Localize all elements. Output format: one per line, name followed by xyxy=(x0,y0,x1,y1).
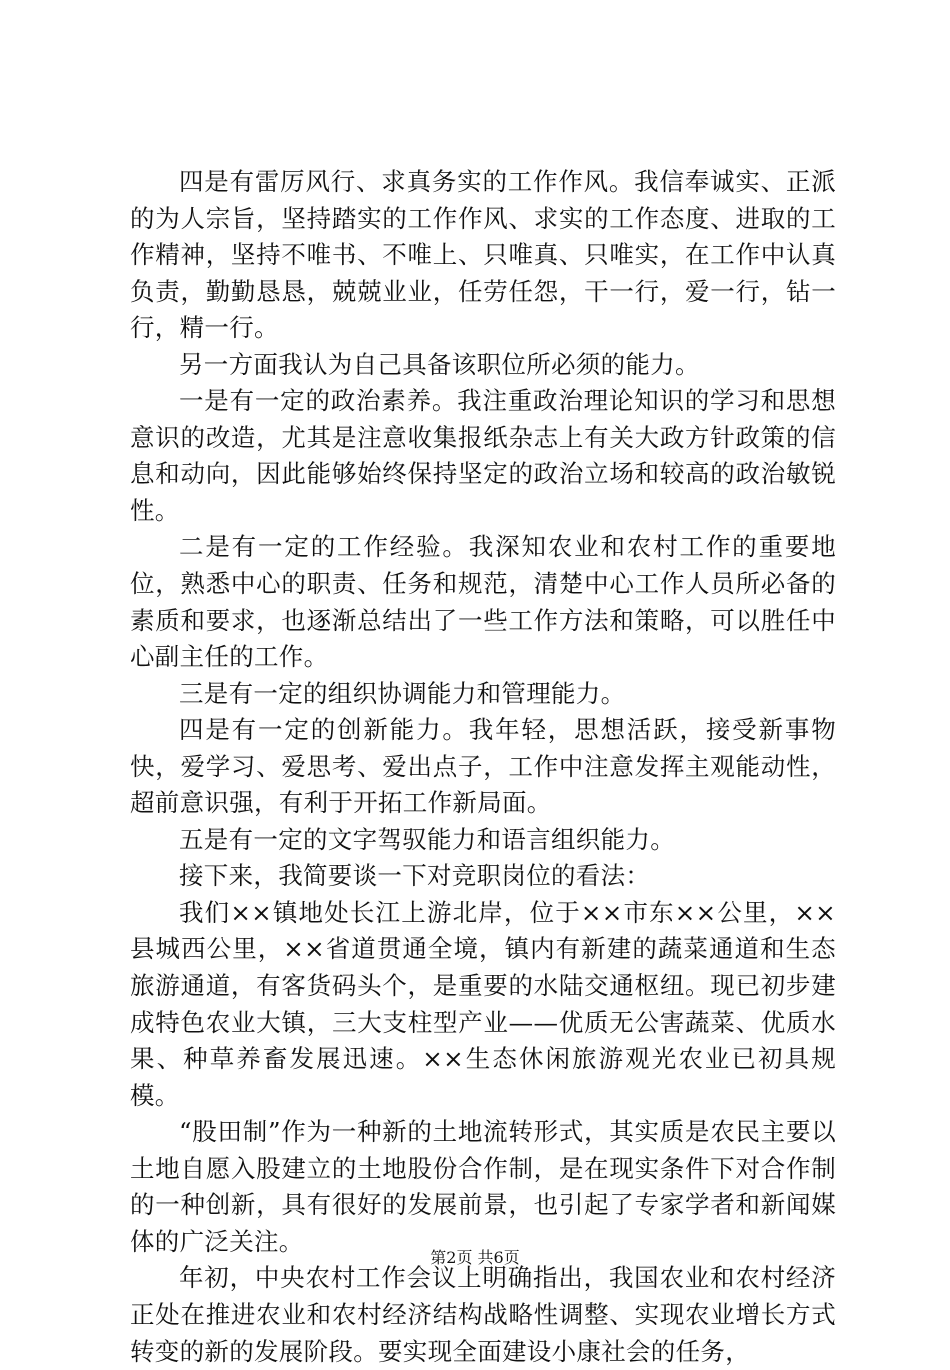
paragraph: 另一方面我认为自己具备该职位所必须的能力。 xyxy=(179,349,700,379)
document-body xyxy=(130,164,836,1370)
paragraph: “股田制”作为一种新的土地流转形式，其实质是农民主要以土地自愿入股建立的土地股份合作制，是在现实条件下对合作制的一种创新，具有很好的发展前景，也引起了专家学者和新闻媒体的广泛关注。 xyxy=(130,1117,836,1256)
paragraph: 二是有一定的工作经验。我深知农业和农村工作的重要地位，熟悉中心的职责、任务和规范，清楚中心工作人员所必备的素质和要求，也逐渐总结出了一些工作方法和策略，可以胜任中心副主任的工作。 xyxy=(130,532,836,672)
page-number: 第2页 共6页 xyxy=(430,1248,520,1267)
paragraph: 一是有一定的政治素养。我注重政治理论知识的学习和思想意识的改造，尤其是注意收集报纸杂志上有关大政方针政策的信息和动向，因此能够始终保持坚定的政治立场和较高的政治敏锐性。 xyxy=(130,386,836,525)
paragraph: 接下来，我简要谈一下对竞职岗位的看法： xyxy=(179,861,651,891)
paragraph: 三是有一定的组织协调能力和管理能力。 xyxy=(179,678,626,708)
paragraph: 我们××镇地处长江上游北岸，位于××市东××公里，××县城西公里，××省道贯通全境，镇内有新建的蔬菜通道和生态旅游通道，有客货码头个，是重要的水陆交通枢纽。现已初步建成特色农业大镇，三大支柱型产业——优质无公害蔬菜、优质水果、种草养畜发展迅速。××生态休闲旅游观光农业已初具规模。 xyxy=(130,897,836,1110)
page-footer xyxy=(0,1245,950,1268)
paragraph: 年初，中央农村工作会议上明确指出，我国农业和农村经济正处在推进农业和农村经济结构战略性调整、实现农业增长方式转变的新的发展阶段。要实现全面建设小康社会的任务， xyxy=(130,1263,836,1366)
paragraph: 五是有一定的文字驾驭能力和语言组织能力。 xyxy=(179,824,675,854)
paragraph: 四是有一定的创新能力。我年轻，思想活跃，接受新事物快，爱学习、爱思考、爱出点子，工作中注意发挥主观能动性，超前意识强，有利于开拓工作新局面。 xyxy=(130,715,836,818)
paragraph: 四是有雷厉风行、求真务实的工作作风。我信奉诚实、正派的为人宗旨，坚持踏实的工作作风、求实的工作态度、进取的工作精神，坚持不唯书、不唯上、只唯真、只唯实，在工作中认真负责，勤勤恳恳，兢兢业业，任劳任怨，干一行，爱一行，钻一行，精一行。 xyxy=(130,167,836,343)
